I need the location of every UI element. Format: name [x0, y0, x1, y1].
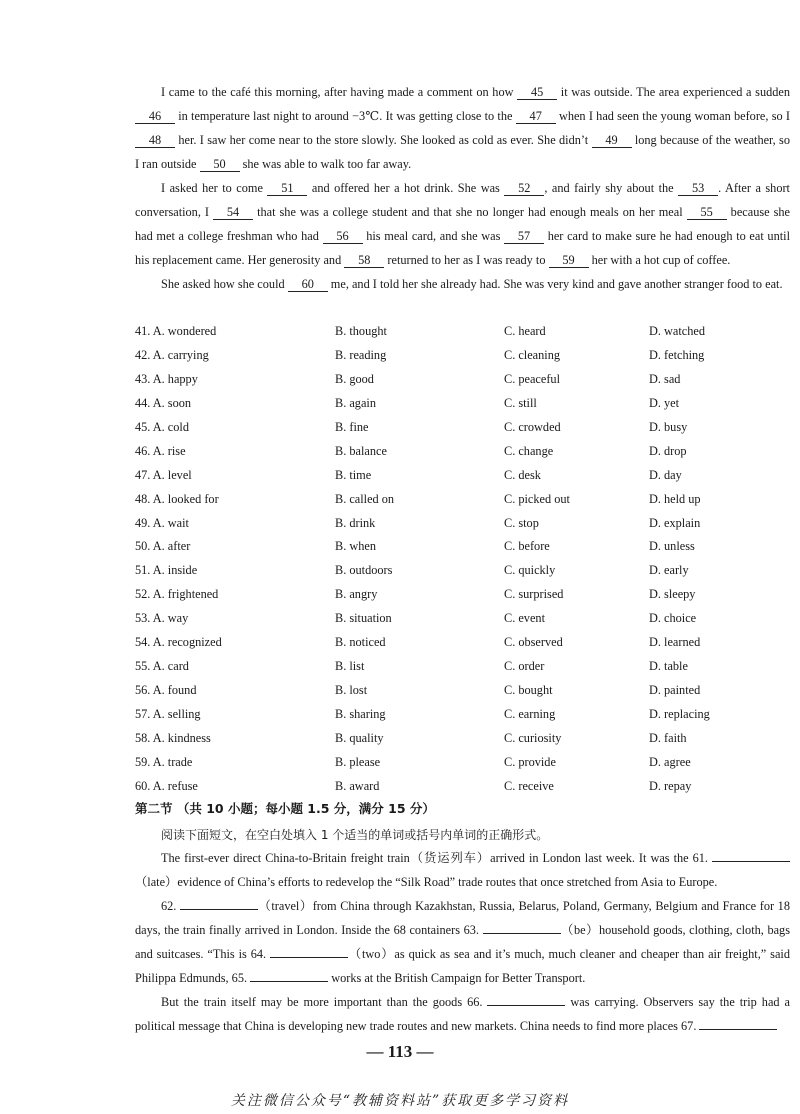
option-c[interactable]: C. receive	[504, 778, 554, 793]
blank-54[interactable]: 54	[213, 205, 253, 220]
blank-66[interactable]	[487, 1005, 565, 1006]
option-a[interactable]: 54. A. recognized	[135, 635, 222, 650]
option-c[interactable]: C. desk	[504, 467, 541, 482]
text: it was outside. The area experienced a sudden	[557, 85, 790, 99]
option-c[interactable]: C. bought	[504, 683, 553, 698]
option-d[interactable]: D. replacing	[649, 707, 710, 721]
text: his meal card, and she was	[362, 229, 505, 243]
option-b[interactable]: B. outdoors	[335, 563, 393, 578]
option-d[interactable]: D. learned	[649, 635, 701, 650]
option-row	[135, 392, 790, 416]
option-c[interactable]: C. cleaning	[504, 347, 561, 362]
option-a[interactable]: 51. A. inside	[135, 563, 198, 578]
option-row	[135, 488, 790, 512]
option-c[interactable]: C. heard	[504, 324, 546, 338]
option-d[interactable]: D. busy	[649, 419, 688, 434]
option-c[interactable]: C. provide	[504, 754, 556, 769]
option-d[interactable]: D. unless	[649, 539, 695, 554]
text: works at the British Campaign for Better Transport.	[328, 971, 586, 985]
blank-67[interactable]	[699, 1029, 777, 1030]
option-c[interactable]: C. quickly	[504, 563, 556, 578]
options-table	[135, 320, 790, 799]
text: I asked her to come	[161, 181, 268, 195]
option-b[interactable]: B. fine	[335, 419, 369, 434]
option-b[interactable]: B. please	[335, 754, 381, 769]
text: The first-ever direct China-to-Britain freight train（货运列车）arrived in London last week. It was the 61.	[161, 851, 712, 865]
text: was carrying. Observers say the trip had a political message that China is developing new trade routes and new markets. China needs to find more places 67.	[135, 995, 790, 1033]
passage2-paragraph-1	[135, 846, 790, 894]
option-row	[135, 583, 790, 607]
text: that she was a college student and that she no longer had enough meals on her meal	[253, 205, 687, 219]
blank-62[interactable]	[180, 909, 258, 910]
option-d[interactable]: D. yet	[649, 395, 680, 410]
option-a[interactable]: 58. A. kindness	[135, 730, 211, 745]
text: long because of the weather, so I ran outside	[135, 133, 790, 171]
text: . After a short conversation, I	[135, 181, 790, 219]
option-d[interactable]: D. early	[649, 563, 689, 578]
option-a[interactable]: 59. A. trade	[135, 754, 193, 769]
option-d[interactable]: D. repay	[649, 778, 692, 793]
option-b[interactable]: B. lost	[335, 683, 368, 698]
text: （be）household goods, clothing, cloth, bags and suitcases. “This is 64.	[135, 923, 790, 961]
option-row	[135, 559, 790, 583]
blank-61[interactable]	[712, 861, 790, 862]
option-row	[135, 703, 790, 727]
text: her card to make sure he had enough to eat until his replacement came. Her generosity and	[135, 229, 790, 267]
option-c[interactable]: C. peaceful	[504, 371, 560, 386]
blank-57[interactable]: 57	[504, 229, 544, 244]
blank-64[interactable]	[270, 957, 348, 958]
option-b[interactable]: B. angry	[335, 587, 378, 602]
text: （two）as quick as sea and it’s much, much cleaner and cheaper than air freight,” said Philippa Edmunds, 65.	[135, 947, 790, 985]
option-c[interactable]: C. before	[504, 539, 550, 554]
blank-49[interactable]: 49	[592, 133, 632, 148]
option-d[interactable]: D. agree	[649, 754, 691, 769]
passage2-paragraph-3	[135, 990, 790, 1038]
option-b[interactable]: B. situation	[335, 611, 392, 626]
text: She asked how she could	[161, 277, 288, 291]
blank-55[interactable]: 55	[687, 205, 727, 220]
option-a[interactable]: 43. A. happy	[135, 371, 198, 386]
option-row	[135, 751, 790, 775]
text: returned to her as I was ready to	[384, 253, 549, 267]
text: （travel）from China through Kazakhstan, Russia, Belarus, Poland, Germany, Belgium and France for 18 days, the train finally arrived in London. Inside the 68 containers 63.	[135, 899, 790, 937]
option-b[interactable]: B. list	[335, 659, 365, 674]
option-d[interactable]: D. painted	[649, 683, 701, 698]
option-a[interactable]: 55. A. card	[135, 659, 189, 674]
option-d[interactable]: D. drop	[649, 443, 687, 458]
option-c[interactable]: C. stop	[504, 515, 539, 530]
option-row	[135, 320, 790, 344]
passage1-paragraph-1	[135, 80, 790, 176]
option-row	[135, 512, 790, 536]
option-d[interactable]: D. sad	[649, 371, 681, 386]
option-a[interactable]: 45. A. cold	[135, 419, 189, 434]
option-a[interactable]: 50. A. after	[135, 539, 191, 554]
blank-52[interactable]: 52	[504, 181, 544, 196]
option-row	[135, 655, 790, 679]
text: her. I saw her come near to the store slowly. She looked as cold as ever. She didn’t	[175, 133, 592, 147]
blank-63[interactable]	[483, 933, 561, 934]
option-row	[135, 344, 790, 368]
option-b[interactable]: B. good	[335, 371, 374, 386]
blank-46[interactable]: 46	[135, 109, 175, 124]
option-b[interactable]: B. again	[335, 395, 376, 410]
option-c[interactable]: C. order	[504, 659, 545, 674]
option-a[interactable]: 57. A. selling	[135, 707, 201, 721]
option-d[interactable]: D. table	[649, 659, 688, 674]
option-c[interactable]: C. curiosity	[504, 730, 562, 745]
passage1-paragraph-3	[135, 272, 790, 296]
option-b[interactable]: B. balance	[335, 443, 387, 458]
option-a[interactable]: 53. A. way	[135, 611, 189, 626]
text: me, and I told her she already had. She was very kind and gave another stranger food to eat.	[327, 277, 783, 291]
option-b[interactable]: B. time	[335, 467, 372, 482]
option-row	[135, 679, 790, 703]
text: she was able to walk too far away.	[239, 157, 412, 171]
option-row	[135, 368, 790, 392]
option-row	[135, 416, 790, 440]
blank-58[interactable]: 58	[344, 253, 384, 268]
option-a[interactable]: 56. A. found	[135, 683, 197, 698]
option-a[interactable]: 42. A. carrying	[135, 347, 209, 362]
option-b[interactable]: B. sharing	[335, 707, 386, 721]
option-c[interactable]: C. picked out	[504, 491, 570, 506]
blank-45[interactable]: 45	[517, 85, 557, 100]
option-c[interactable]: C. event	[504, 611, 545, 626]
option-a[interactable]: 41. A. wondered	[135, 324, 217, 338]
option-a[interactable]: 47. A. level	[135, 467, 192, 482]
option-d[interactable]: D. explain	[649, 515, 701, 530]
text: 62.	[161, 899, 180, 913]
option-a[interactable]: 49. A. wait	[135, 515, 189, 530]
option-row	[135, 535, 790, 559]
option-b[interactable]: B. reading	[335, 347, 387, 362]
text: But the train itself may be more important than the goods 66.	[161, 995, 488, 1009]
option-a[interactable]: 52. A. frightened	[135, 587, 219, 602]
text: when I had seen the young woman before, so I	[555, 109, 790, 123]
option-row	[135, 464, 790, 488]
option-c[interactable]: C. surprised	[504, 587, 564, 602]
option-row	[135, 727, 790, 751]
text: I came to the café this morning, after having made a comment on how	[161, 85, 518, 99]
option-c[interactable]: C. still	[504, 395, 537, 410]
blank-59[interactable]: 59	[549, 253, 589, 268]
option-b[interactable]: B. called on	[335, 491, 395, 506]
option-row	[135, 631, 790, 655]
option-row	[135, 607, 790, 631]
text: in temperature last night to around −3℃. It was getting close to the	[175, 109, 516, 123]
option-b[interactable]: B. award	[335, 778, 380, 793]
option-d[interactable]: D. watched	[649, 324, 705, 338]
option-a[interactable]: 48. A. looked for	[135, 491, 219, 506]
passage1-paragraph-2	[135, 176, 790, 272]
option-c[interactable]: C. crowded	[504, 419, 561, 434]
blank-56[interactable]: 56	[323, 229, 363, 244]
option-c[interactable]: C. observed	[504, 635, 563, 650]
option-c[interactable]: C. earning	[504, 707, 556, 721]
option-c[interactable]: C. change	[504, 443, 554, 458]
section-2-heading: 第二节 （共 10 小题；每小题 1.5 分，满分 15 分）	[135, 801, 435, 816]
blank-53[interactable]: 53	[678, 181, 718, 196]
option-d[interactable]: D. choice	[649, 611, 697, 626]
option-b[interactable]: B. drink	[335, 515, 376, 530]
option-row	[135, 440, 790, 464]
option-b[interactable]: B. thought	[335, 324, 387, 338]
page-number: — 113 —	[366, 1042, 434, 1061]
blank-48[interactable]: 48	[135, 133, 175, 148]
option-d[interactable]: D. fetching	[649, 347, 705, 362]
text: her with a hot cup of coffee.	[588, 253, 731, 267]
option-d[interactable]: D. held up	[649, 491, 701, 506]
option-a[interactable]: 44. A. soon	[135, 395, 192, 410]
blank-47[interactable]: 47	[516, 109, 556, 124]
option-row	[135, 775, 790, 799]
text: , and fairly shy about the	[544, 181, 679, 195]
text: （late）evidence of China’s efforts to redevelop the “Silk Road” trade routes that once stretched from Asia to Europe.	[135, 875, 718, 889]
option-b[interactable]: B. noticed	[335, 635, 386, 650]
option-a[interactable]: 46. A. rise	[135, 443, 186, 458]
option-d[interactable]: D. sleepy	[649, 587, 696, 602]
option-a[interactable]: 60. A. refuse	[135, 778, 198, 793]
blank-65[interactable]	[250, 981, 328, 982]
option-d[interactable]: D. faith	[649, 730, 687, 745]
text: and offered her a hot drink. She was	[307, 181, 505, 195]
passage2-paragraph-2	[135, 894, 790, 990]
option-d[interactable]: D. day	[649, 467, 682, 482]
section-2-instruction: 阅读下面短文，在空白处填入 1 个适当的单词或括号内单词的正确形式。	[161, 828, 549, 842]
option-b[interactable]: B. quality	[335, 730, 384, 745]
text: because she had met a college freshman who had	[135, 205, 790, 243]
blank-60[interactable]: 60	[288, 277, 328, 292]
option-b[interactable]: B. when	[335, 539, 376, 554]
blank-51[interactable]: 51	[267, 181, 307, 196]
blank-50[interactable]: 50	[200, 157, 240, 172]
footer-note: 关注微信公众号“教辅资料站”获取更多学习资料	[230, 1093, 570, 1109]
